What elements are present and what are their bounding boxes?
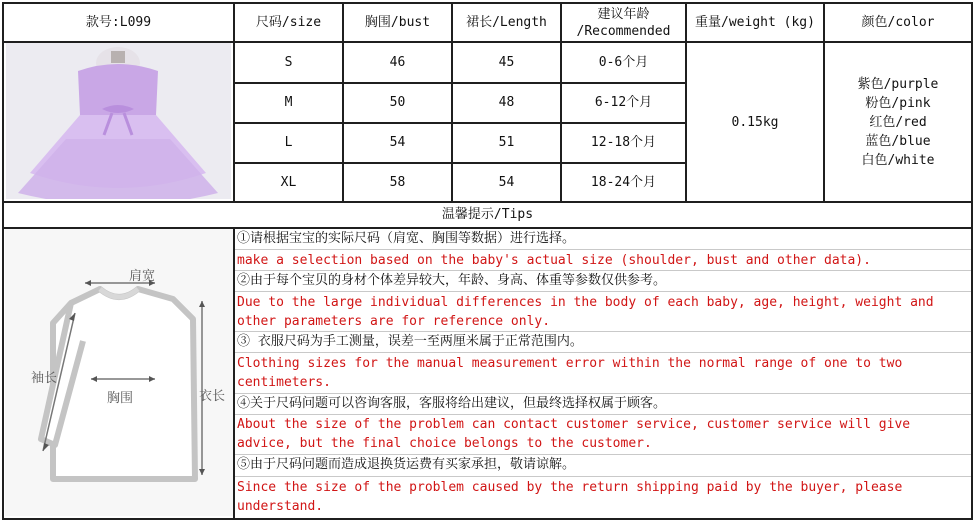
color-purple: 紫色/purple [857, 77, 939, 92]
border-col-length [560, 2, 562, 203]
row-m-bust: 50 [389, 95, 406, 110]
label-chest: 胸围 [107, 391, 134, 406]
tip-1-en: make a selection based on the baby's actual size (shoulder, bust and other data). [237, 253, 871, 268]
header-color: 颜色/color [861, 14, 935, 30]
border-col-size [342, 2, 344, 203]
tip-3-cn: ③ 衣服尺码为手工测量，误差一至两厘米属于正常范围内。 [237, 334, 583, 349]
border-col-bust [451, 2, 453, 203]
border-right [971, 2, 973, 520]
border-row-3 [234, 162, 686, 164]
divider-tip-2 [234, 270, 972, 271]
row-s-age: 0-6个月 [598, 55, 649, 70]
header-model: 款号:L099 [85, 14, 152, 30]
header-weight: 重量/weight (kg) [695, 14, 815, 30]
border-col-weight [823, 2, 825, 203]
tip-5-cn: ⑤由于尺码问题而造成退换货运费有买家承担，敬请谅解。 [237, 457, 576, 472]
row-m-age: 6-12个月 [594, 95, 653, 110]
row-s-size: S [284, 55, 293, 70]
row-s-length: 45 [498, 55, 515, 70]
border-header-bottom [3, 41, 972, 43]
header-size: 尺码/size [255, 14, 322, 30]
divider-tip-8 [234, 454, 972, 455]
row-s-bust: 46 [389, 55, 406, 70]
label-body-length: 衣长 [199, 389, 226, 404]
tips-title: 温馨提示/Tips [441, 207, 534, 222]
divider-tip-1 [234, 249, 972, 250]
divider-tip-9 [234, 476, 972, 477]
dress-image [6, 43, 231, 199]
border-bottom [3, 518, 972, 520]
header-age-line1: 建议年龄 [597, 6, 650, 22]
border-col-tips [233, 227, 235, 520]
tip-3-en: Clothing sizes for the manual measurement error within the normal range of one to two centimeters. [237, 356, 903, 390]
label-sleeve: 袖长 [31, 371, 58, 386]
row-xl-size: XL [280, 174, 297, 190]
row-m-size: M [284, 95, 293, 110]
row-xl-age: 18-24个月 [590, 174, 657, 190]
border-left [2, 2, 4, 520]
color-red: 红色/red [869, 115, 927, 130]
border-row-2 [234, 122, 686, 124]
border-row-1 [234, 82, 686, 84]
tip-1-cn: ①请根据宝宝的实际尺码（肩宽、胸围等数据）进行选择。 [237, 231, 576, 246]
border-table-bottom [3, 201, 972, 203]
header-age-line2: /Recommended [576, 23, 671, 39]
row-l-length: 51 [498, 135, 515, 150]
divider-tip-7 [234, 414, 972, 415]
row-l-bust: 54 [389, 135, 406, 150]
row-xl-bust: 58 [389, 174, 406, 190]
divider-tip-5 [234, 352, 972, 353]
color-blue: 蓝色/blue [865, 134, 931, 149]
label-shoulder: 肩宽 [129, 269, 156, 284]
divider-tip-6 [234, 393, 972, 394]
color-list [824, 43, 972, 202]
row-xl-length: 54 [498, 174, 515, 190]
divider-tip-3 [234, 291, 972, 292]
border-col-image [233, 2, 235, 203]
weight-value: 0.15kg [731, 114, 779, 130]
tip-2-cn: ②由于每个宝贝的身材个体差异较大，年龄、身高、体重等参数仅供参考。 [237, 273, 667, 288]
tip-5-en: Since the size of the problem caused by the return shipping paid by the buyer, please understand. [237, 480, 903, 514]
header-length: 裙长/Length [466, 14, 547, 30]
header-age [561, 3, 686, 42]
tip-4-cn: ④关于尺码问题可以咨询客服，客服将给出建议，但最终选择权属于顾客。 [237, 396, 667, 411]
tip-2-en: Due to the large individual differences in the body of each baby, age, height, weight and other parameters are for reference only. [237, 295, 934, 329]
header-bust: 胸围/bust [364, 14, 431, 30]
color-pink: 粉色/pink [865, 96, 931, 111]
border-col-age [685, 2, 687, 203]
color-white: 白色/white [861, 153, 935, 168]
border-tips-title-bottom [3, 227, 972, 229]
measurement-diagram [5, 229, 233, 516]
row-m-length: 48 [498, 95, 515, 110]
border-top [3, 2, 972, 4]
tip-4-en: About the size of the problem can contact customer service, customer service will give advice, but the final choice belongs to the customer. [237, 417, 911, 451]
dress-illustration [6, 43, 231, 199]
row-l-size: L [284, 135, 293, 150]
row-l-age: 12-18个月 [590, 135, 657, 150]
divider-tip-4 [234, 331, 972, 332]
